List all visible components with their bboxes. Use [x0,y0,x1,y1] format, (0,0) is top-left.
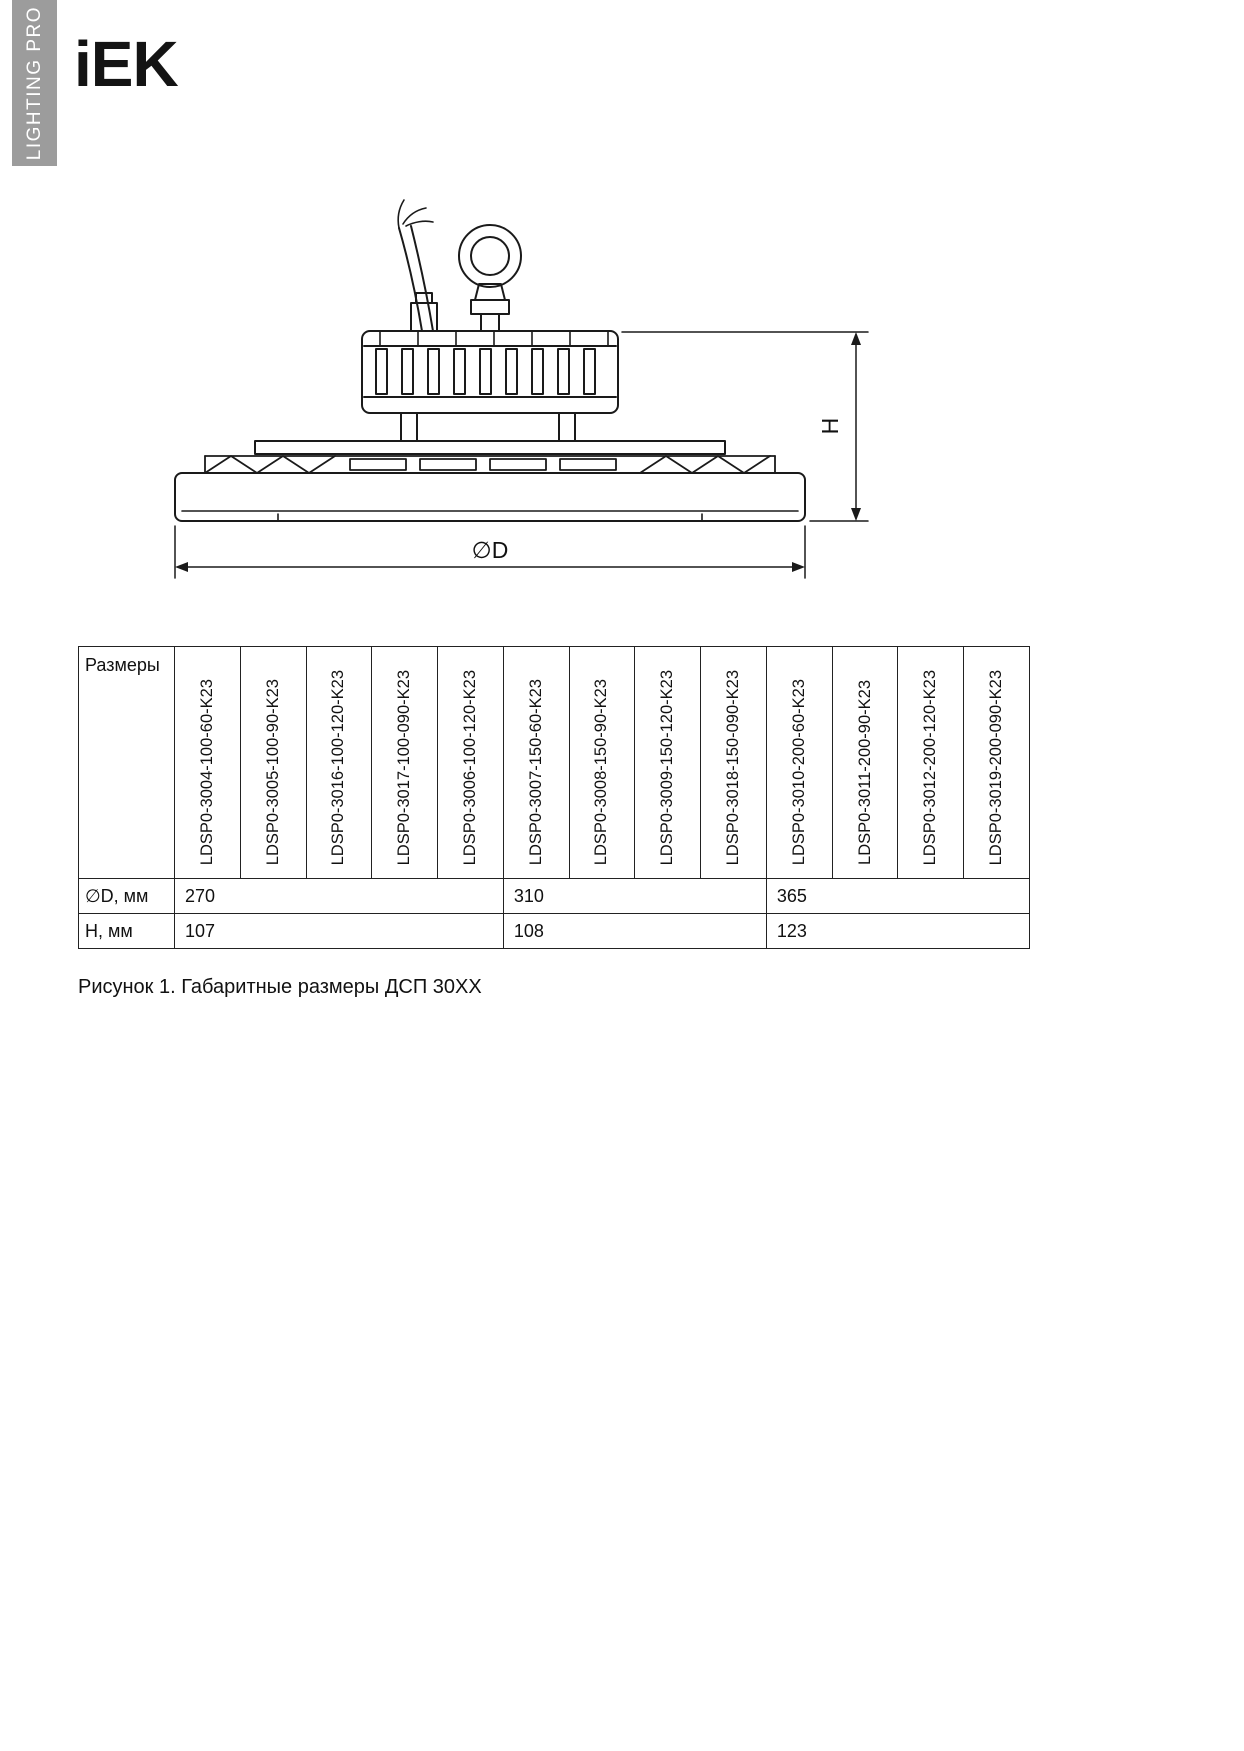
height-value: 123 [766,914,1029,949]
height-value: 108 [503,914,766,949]
model-column-header [635,647,701,879]
diameter-value: 310 [503,879,766,914]
brand-band-label: LIGHTING PRO [23,5,45,161]
model-name: LDSP0-3006-100-120-K23 [460,669,479,865]
model-name: LDSP0-3011-200-90-K23 [855,680,874,865]
model-name: LDSP0-3010-200-60-K23 [789,678,808,865]
heatsink [362,331,618,413]
model-column-header [964,647,1030,879]
model-name: LDSP0-3009-150-120-K23 [658,669,677,865]
model-column-header [175,647,241,879]
cable-lines [398,200,433,331]
model-column-header [438,647,504,879]
model-name: LDSP0-3007-150-60-K23 [526,678,545,865]
dim-h-label: H [817,417,843,435]
row-label-height: H, мм [79,914,175,949]
model-column-header [569,647,635,879]
model-name: LDSP0-3008-150-90-K23 [592,678,611,865]
brand-band [12,0,57,166]
support-posts [401,413,575,441]
model-column-header [240,647,306,879]
model-name: LDSP0-3017-100-090-K23 [395,669,414,865]
table-row-diameter [79,879,1030,914]
iek-logo: iEK [74,28,178,100]
eyebolt [459,225,521,331]
model-name: LDSP0-3018-150-090-K23 [724,669,742,865]
cable-gland [411,293,437,331]
mounting-plate [255,441,725,454]
table-row-height [79,914,1030,949]
model-column-header [372,647,438,879]
model-column-header [898,647,964,879]
model-column-header [503,647,569,879]
diameter-value: 365 [766,879,1029,914]
diameter-value: 270 [175,879,504,914]
model-column-header [766,647,832,879]
model-name: LDSP0-3004-100-60-K23 [197,678,216,865]
figure-caption: Рисунок 1. Габаритные размеры ДСП 30ХХ [78,976,482,998]
housing-disc [175,473,805,521]
row-label-diameter: ∅D, мм [79,879,175,914]
height-value: 107 [175,914,504,949]
luminaire-dimension-drawing [170,196,880,586]
model-column-header [832,647,898,879]
model-column-header [701,647,767,879]
model-name: LDSP0-3019-200-090-K23 [987,669,1006,865]
model-name: LDSP0-3016-100-120-K23 [329,669,348,865]
model-name: LDSP0-3005-100-90-K23 [263,678,282,865]
dim-d-label: ∅D [471,537,509,563]
dimensions-table [78,646,1030,949]
model-column-header [306,647,372,879]
truss-section [205,456,775,473]
table-corner-label: Размеры [79,647,175,879]
model-name: LDSP0-3012-200-120-K23 [921,669,940,865]
table-header-row [79,647,1030,879]
